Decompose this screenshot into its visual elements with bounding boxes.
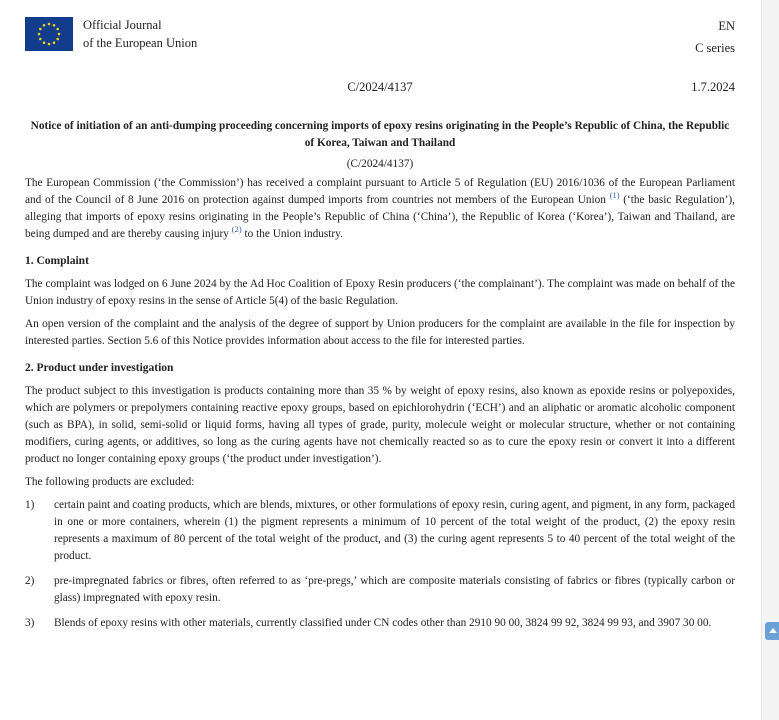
- list-item-number: 1): [25, 499, 35, 511]
- document-reference: C/2024/4137: [347, 80, 413, 94]
- excluded-list: [25, 497, 735, 632]
- section-heading-product: 2. Product under investigation: [25, 362, 174, 374]
- journal-line-1: Official Journal: [83, 18, 162, 32]
- complaint-paragraph-1: The complaint was lodged on 6 June 2024 by the Ad Hoc Coalition of Epoxy Resin producers (‘the complainant’). The complaint was made on behalf of the Union industry of epoxy resins in the sense of Article 5(4) of the basic Regulation.: [25, 278, 735, 307]
- list-item-text: certain paint and coating products, which are blends, mixtures, or other formulations of epoxy resin, curing agent, and pigment, in any form, packaged in one or more containers, wherein (1) the pigment represents a minimum of 10 percent of the total weight of the product, (2) the epoxy resin represents a maximum of 80 percent of the total weight of the product, and (3) the curing agent represents 5 to 40 percent of the total weight of the product.: [54, 499, 735, 562]
- publication-date: 1.7.2024: [691, 80, 735, 94]
- intro-text-3: to the Union industry.: [244, 228, 343, 240]
- list-item: [25, 573, 735, 607]
- excluded-intro: The following products are excluded:: [25, 476, 195, 488]
- journal-line-2: of the European Union: [83, 36, 198, 50]
- series-label: C series: [695, 41, 735, 55]
- footnote-link-1[interactable]: (1): [609, 190, 620, 201]
- reference-line: [25, 80, 735, 98]
- list-item: [25, 615, 735, 632]
- document-body: [25, 118, 735, 640]
- language-series: [695, 15, 735, 59]
- product-paragraph: The product subject to this investigation is products containing more than 35 % by weight of epoxy resins, also known as epoxide resins or polyepoxides, which are polymers or prepolymers containing reactive epoxy groups, based on epichlorohydrin (‘ECH’) and an aliphatic or aromatic alcoholic component (such as BPA), in solid, semi-solid or liquid forms, having all types of grade, purity, molecule weight or molecular structure, whether or not containing modifiers, curing agents, or additives, so long as the curing agents have not chemically reacted so as to cure the epoxy resin or convert it into a different product no longer containing epoxy groups (‘the product under investigation’).: [25, 385, 735, 465]
- eu-flag-icon: [25, 17, 73, 51]
- list-item-number: 2): [25, 575, 35, 587]
- intro-paragraph: [25, 175, 735, 243]
- list-item-number: 3): [25, 617, 35, 629]
- complaint-paragraph-2: An open version of the complaint and the analysis of the degree of support by Union producers for the complaint are available in the file for inspection by interested parties. Section 5.6 of this Notice provides information about access to the file for interested parties.: [25, 318, 735, 347]
- footnote-link-2[interactable]: (2): [231, 224, 242, 235]
- intro-text-1: The European Commission (‘the Commission’) has received a complaint pursuant to Article 5 of Regulation (EU) 2016/1036 of the European Parliament and of the Council of 8 June 2016 on protection against dumped imports from countries not members of the European Union: [25, 177, 735, 206]
- journal-name: [83, 16, 197, 52]
- list-item-text: pre-impregnated fabrics or fibres, often referred to as ‘pre-pregs,’ which are composite materials consisting of fabrics or fibres (typically carbon or glass) impregnated with epoxy resin.: [54, 575, 735, 604]
- list-item: [25, 497, 735, 565]
- list-item-text: Blends of epoxy resins with other materials, currently classified under CN codes other than 2910 90 00, 3824 99 92, 3824 99 93, and 3907 30 00.: [54, 617, 712, 629]
- scroll-to-top-button[interactable]: [765, 622, 779, 640]
- language-code: EN: [718, 19, 735, 33]
- journal-header: [25, 14, 735, 54]
- notice-title: Notice of initiation of an anti-dumping proceeding concerning imports of epoxy resins originating in the People’s Republic of China, the Republic of Korea, Taiwan and Thailand: [30, 120, 730, 149]
- section-heading-complaint: 1. Complaint: [25, 255, 89, 267]
- notice-subreference: (C/2024/4137): [346, 158, 414, 170]
- intro-text-2: (‘the basic Regulation’), alleging that imports of epoxy resins originating in the People’s Republic of China (‘China’), the Republic of Korea (‘Korea’), Taiwan and Thailand, are being dumped and are thereby causing injury: [25, 194, 735, 240]
- side-panel-edge: [761, 0, 779, 720]
